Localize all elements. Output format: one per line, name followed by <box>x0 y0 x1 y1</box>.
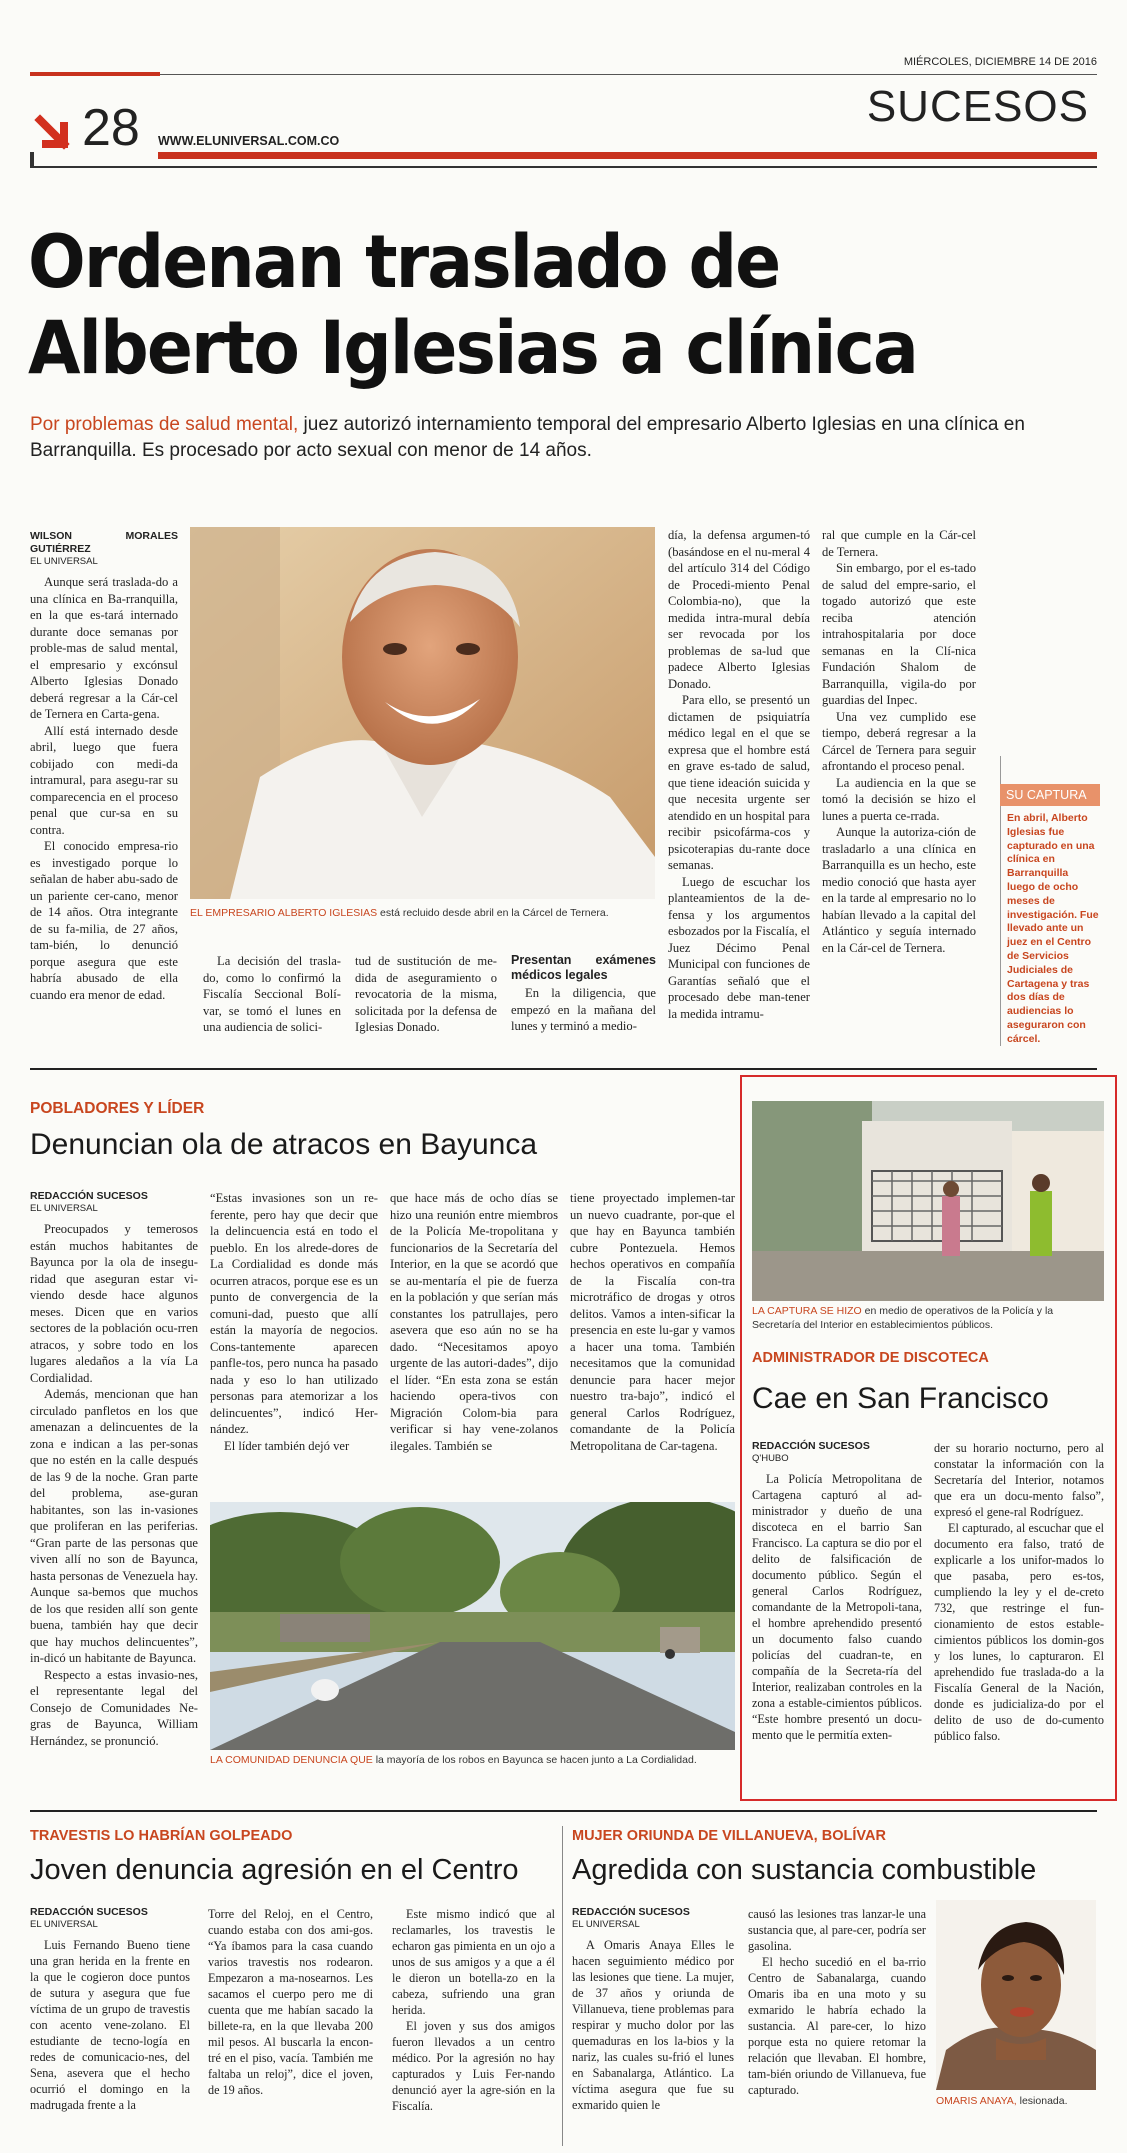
main-col1-p1: Aunque será traslada-do a una clínica en Ba-rranquilla, en la que es-tará internado durante doce semanas por proble-mas de salud mental, el empresario y excónsul Alberto Iglesias Donado deberá regresar a la Cár-cel de Ternera en Carta-gena. <box>30 575 178 721</box>
main-col1-p2: Allí está internado desde abril, luego que fuera cobijado con medi-da intramural, para asegu-rar su comparecencia en el proceso penal que cur-sa en su contra. <box>30 723 178 837</box>
top-rule-left <box>30 72 160 76</box>
sidebar-text: En abril, Alberto Iglesias fue capturado en una clínica en Barranquilla luego de ocho meses de investigación. Fue llevado ante un juez en el Centro de Servicios Judiciales de Cartagena y tras dos días de audiencias lo aseguraron con cárcel. <box>1007 812 1099 1045</box>
bayunca-col1-p3: Respecto a estas invasio-nes, el representante legal del Consejo de Comunidades Ne-gras de Bayunca, William Hernández, se pronunció. <box>30 1667 198 1748</box>
main-col4-p1: En la diligencia, que empezó en la mañana del lunes y terminó a medio- <box>511 986 656 1033</box>
bayunca-kicker: POBLADORES Y LÍDER <box>30 1100 205 1117</box>
main-col6-p3: Una vez cumplido ese tiempo, deberá regresar a la Cárcel de Ternera para seguir afrontando el proceso penal. <box>822 709 976 773</box>
villanueva-caption <box>936 2094 1096 2108</box>
travestis-col2-p1: Torre del Reloj, en el Centro, cuando estaba con dos ami-gos. “Ya íbamos para la casa cuando varios travestis nos rodearon. Empezaron a ma-nosearnos. Les sacamos el cuerpo pero me di cuenta que me habían sacado la billete-ra, en la que llevaba 200 mil pesos. Al buscarla la encon-tré en el piso, vacía. También me faltaba un reloj”, dice el joven, de 19 años. <box>208 1907 373 2097</box>
discoteca-photo <box>752 1101 1104 1301</box>
main-dek-rest: juez autorizó internamiento temporal del empresario Alberto Iglesias en una clínica en Barranquilla. Es procesado por acto sexual con menor de 14 años. <box>30 414 1025 461</box>
villanueva-caption-lead: OMARIS ANAYA, <box>936 2095 1017 2107</box>
bayunca-publication: EL UNIVERSAL <box>30 1203 98 1214</box>
villanueva-caption-rest: lesionada. <box>1016 2095 1068 2107</box>
main-photo-caption-rest: está recluido desde abril en la Cárcel de Ternera. <box>377 907 609 919</box>
discoteca-publication: Q'HUBO <box>752 1453 789 1464</box>
section-divider-1 <box>30 1068 1097 1070</box>
main-col6-p2: Sin embargo, por el es-tado de salud del empre-sario, el togado autorizó que este reciba atención intrahospitalaria por doce semanas en la Clí-nica Fundación Shalom de Barranquilla, vigila-do por guardias del Inpec. <box>822 561 976 707</box>
main-col-1 <box>30 530 178 1003</box>
header-red-rule <box>158 152 1097 159</box>
discoteca-caption <box>752 1304 1104 1332</box>
main-byline: WILSON MORALES GUTIÉRREZ <box>30 530 178 555</box>
site-url[interactable]: WWW.ELUNIVERSAL.COM.CO <box>158 134 340 148</box>
main-dek-lead: Por problemas de salud mental, <box>30 414 299 435</box>
bayunca-caption-lead: LA COMUNIDAD DENUNCIA QUE <box>210 1754 373 1766</box>
main-headline-line2: Alberto Iglesias a clínica <box>28 306 917 391</box>
page-number: 28 <box>82 99 140 157</box>
bayunca-col4-p1: tiene proyectado implemen-tar un nuevo cuadrante, por-que el que hay en Bayunca también cubre Pontezuela. Hemos hechos operativos en compañía de la Fiscalía con-tra microtráfico de drogas y otros delitos. Vamos a inten-sificar la presencia en este lu-gar y vamos a hacer una toma. También necesitamos que la comunidad denuncie para hacer mejor nuestro tra-bajo”, indicó el general Carlos Rodríguez, comandante de la Policía Metropolitana de Car-tagena. <box>570 1191 735 1453</box>
main-dek <box>30 412 1090 464</box>
main-headline <box>28 220 917 392</box>
header-base-rule <box>30 166 1097 168</box>
bayunca-byline: REDACCIÓN SUCESOS <box>30 1190 148 1202</box>
travestis-col-2 <box>208 1906 373 2098</box>
discoteca-col-2 <box>934 1440 1104 1744</box>
travestis-col3-p1: Este mismo indicó que al reclamarles, los travestis le echaron gas pimienta en un ojo a unos de sus amigos y a que a él le dieron un botella-zo en la cabeza, sufriendo una gran herida. <box>392 1907 555 2017</box>
main-headline-line1: Ordenan traslado de <box>28 220 780 305</box>
main-col-2 <box>203 953 341 1036</box>
main-col4-subhead: Presentan exámenes médicos legales <box>511 953 656 982</box>
discoteca-col2-p1: der su horario nocturno, pero al constatar la información con la Secretaría del Interior, notamos que era un docu-mento falso”, expresó el gene-ral Rodríguez. <box>934 1441 1104 1519</box>
main-col-5 <box>668 527 810 1022</box>
down-right-arrow-icon <box>34 114 76 156</box>
villanueva-col1-p1: A Omaris Anaya Elles le hacen seguimiento médico por las lesiones que tiene. La mujer, de 37 años y oriunda de Villanueva, tiene problemas para respirar y mucho dolor por las quemaduras en los la-bios y la nariz, las cuales su-frió el lunes en Sabanalarga, Atlántico. La víctima asegura que fue su exmarido quien le <box>572 1938 734 2112</box>
bayunca-headline: Denuncian ola de atracos en Bayunca <box>30 1128 538 1161</box>
discoteca-headline: Cae en San Francisco <box>752 1382 1049 1415</box>
bayunca-col2-p1: “Estas invasiones son un re-ferente, pero hay que decir que la delincuencia está en todo el pueblo. En los alrede-dores de La Cordialidad es donde más ocurren atracos, porque ese es un punto de convergencia de la comuni-dad, puesto que allí están la mayoría de negocios. Cons-tantemente aparecen panfle-tos, pero nunca ha pasado nada y eso lo han utilizado personas para atemorizar a los delincuentes”, indicó Her-nández. <box>210 1191 378 1436</box>
travestis-col3-p2: El joven y sus dos amigos fueron llevados a un centro médico. Por la agresión no hay capturados y Luis Fer-nando denunció ayer la agre-sión en la Fiscalía. <box>392 2019 555 2113</box>
top-rule-right <box>160 74 1097 75</box>
travestis-byline: REDACCIÓN SUCESOS <box>30 1906 148 1918</box>
main-col6-p1: ral que cumple en la Cár-cel de Ternera. <box>822 528 976 559</box>
bayunca-col-2 <box>210 1190 378 1454</box>
main-col5-p3: Luego de escuchar los planteamientos de la de-fensa y los argumentos esbozados por la Fiscalía, el Juez Décimo Penal Municipal con funciones de Garantías señaló que el procesado debe man-tener la medida intramu- <box>668 874 810 1021</box>
travestis-col1-p1: Luis Fernando Bueno tiene una gran herida en la frente en la que le cogieron doce puntos de sutura y asegura que fue víctima de un grupo de travestis con acento vene-zolano. El estudiante de tecno-logía en redes de comunicacio-nes, del Sena, asevera que el hecho ocurrió el domingo en la madrugada frente a la <box>30 1938 190 2112</box>
bayunca-col-1 <box>30 1190 198 1749</box>
travestis-publication: EL UNIVERSAL <box>30 1919 98 1930</box>
sidebar-title: SU CAPTURA <box>1000 784 1100 806</box>
villanueva-col2-p1: causó las lesiones tras lanzar-le una sustancia que, al pare-cer, podría ser gasolina. <box>748 1907 926 1953</box>
main-photo-caption-lead: EL EMPRESARIO ALBERTO IGLESIAS <box>190 907 378 919</box>
villanueva-col-2 <box>748 1906 926 2098</box>
column-divider-bottom <box>562 1826 563 2146</box>
bayunca-col2-p2: El líder también dejó ver <box>224 1438 350 1453</box>
section-name: SUCESOS <box>866 82 1089 131</box>
discoteca-col2-p2: El capturado, al escuchar que el documento era falso, trató de explicarle a los unifor-mados lo que pasaba, pero es-tos, cumpliendo la ley y el de-creto 732, que restringe el fun-cionamiento de estos estable-cimientos públicos los domin-gos y los lunes, lo capturaron. El aprehendido fue traslada-do a la Fiscalía General de la Nación, donde es judicializa-do por el delito de uso de do-cumento público falso. <box>934 1521 1104 1743</box>
main-col2-p1: La decisión del trasla-do, como lo confirmó la Fiscalía Seccional Bolí-var, se tomó el lunes en una audiencia de solici- <box>203 954 341 1034</box>
main-col-3 <box>355 953 497 1036</box>
bayunca-col-3 <box>390 1190 558 1454</box>
travestis-headline: Joven denuncia agresión en el Centro <box>30 1854 519 1886</box>
villanueva-byline: REDACCIÓN SUCESOS <box>572 1906 690 1918</box>
villanueva-col-1 <box>572 1906 734 2113</box>
villanueva-kicker: MUJER ORIUNDA DE VILLANUEVA, BOLÍVAR <box>572 1828 886 1844</box>
villanueva-publication: EL UNIVERSAL <box>572 1919 640 1930</box>
travestis-col-1 <box>30 1906 190 2113</box>
main-col1-p3: El conocido empresa-rio es investigado porque lo señalan de haber abu-sado de un pariente cer-cano, menor de 14 años. Otra integrante de su fa-milia, de 27 años, tam-bién, lo denunció porque asegura que este habría abusado de ella cuando era menor de edad. <box>30 839 178 1002</box>
bayunca-caption-rest: la mayoría de los robos en Bayunca se hacen junto a La Cordialidad. <box>372 1754 697 1766</box>
bayunca-road-photo <box>210 1502 735 1750</box>
bayunca-col-4 <box>570 1190 735 1454</box>
discoteca-col-1 <box>752 1440 922 1743</box>
header-date: MIÉRCOLES, DICIEMBRE 14 DE 2016 <box>903 56 1097 68</box>
bayunca-col1-p1: Preocupados y temerosos están muchos habitantes de Bayunca por la ola de insegu-ridad que aseguran estar vi-viendo desde hace algunos meses. Dicen que en varios sectores de la población ocu-rren atracos, y sobre todo en los lugares aledaños a la vía La Cordialidad. <box>30 1222 198 1385</box>
main-photo-caption <box>190 906 660 920</box>
section-divider-2 <box>30 1810 1097 1812</box>
discoteca-caption-lead: LA CAPTURA SE HIZO <box>752 1305 862 1317</box>
discoteca-caption-rest: en medio de operativos de la Policía y la Secretaría del Interior en establecimientos públicos. <box>752 1305 1054 1331</box>
main-col5-p2: Para ello, se presentó un dictamen de psiquiatría médico legal en el que se expresa que el hombre está en grave es-tado de salud, que tiene ideación suicida y que necesita urgente ser atendido en un hospital para recibir psicofárma-cos y psicoterapias du-rante doce semanas. <box>668 693 810 872</box>
bayunca-caption <box>210 1753 740 1767</box>
main-col5-p1: día, la defensa argumen-tó (basándose en el nu-meral 4 del artículo 314 del Código de Procedi-miento Penal Colombia-no), que la medida intra-mural debía ser revocada por los problemas de sa-lud que padece Alberto Iglesias Donado. <box>668 528 810 691</box>
discoteca-col1-p1: La Policía Metropolitana de Cartagena capturó al ad-ministrador y dueño de una discoteca en el barrio San Francisco. La captura se dio por el delito de falsificación de documento público. Según el general Carlos Rodríguez, comandante de la Metropoli-tana, el hombre aprehendido presentó un documento falso cuando policías del cuadran-te, en compañía de la Secreta-ría del Interior, realizaban controles en la zona a estable-cimientos públicos. “Este hombre presentó un docu-mento que le permitía exten- <box>752 1472 922 1742</box>
villanueva-col2-p2: El hecho sucedió en el ba-rrio Centro de Sabanalarga, cuando Omaris iba en una moto y su exmarido le habría echado la sustancia. Al pare-cer, lo hizo porque esta no quiere retomar la relación que llevaban. El hombre, tam-bién oriundo de Villanueva, fue capturado. <box>748 1955 926 2097</box>
travestis-kicker: TRAVESTIS LO HABRÍAN GOLPEADO <box>30 1828 293 1844</box>
alberto-iglesias-photo <box>190 527 655 899</box>
main-col6-p4: La audiencia en la que se tomó la decisión se hizo el lunes a puerta ce-rrada. <box>822 775 976 823</box>
villanueva-headline: Agredida con sustancia combustible <box>572 1854 1037 1886</box>
main-col-4 <box>511 953 656 1035</box>
discoteca-kicker: ADMINISTRADOR DE DISCOTECA <box>752 1350 989 1366</box>
bayunca-col3-p1: que hace más de ocho días se hizo una reunión entre miembros de la Policía Me-tropolitana y funcionarios de la Secretaría del Interior, en la que se acordó que se au-mentaría el pie de fuerza en la población y que serían más constantes los patrullajes, pero asevera que eso aún no se ha dado. “Necesitamos apoyo urgente de las autori-dades”, dijo el líder. “En esta zona se están haciendo opera-tivos con Migración Colom-bia para verificar si hay vene-zolanos ilegales. También se <box>390 1191 558 1453</box>
header-left-rule <box>30 152 34 166</box>
bayunca-col1-p2: Además, mencionan que han circulado panfletos en los que amenazan a delincuentes de la zona e indican a las per-sonas que no estén en la calle después de las 9 de la noche. Gran parte del problema, ase-guran habitantes, son las in-vasiones que proliferan en las periferias. “Gran parte de las personas que viven allí no son de Bayunca, hasta personas de Venezuela hay. Aunque sa-bemos que muchos de los que residen allí son gente buena, también hay que decir que hay muchos delincuentes”, in-dicó un habitante de Bayunca. <box>30 1387 198 1665</box>
main-col3-p1: tud de sustitución de me-dida de aseguramiento o revocatoria de la misma, solicitada por la defensa de Iglesias Donado. <box>355 954 497 1034</box>
travestis-col-3 <box>392 1906 555 2114</box>
discoteca-byline: REDACCIÓN SUCESOS <box>752 1440 870 1452</box>
main-col6-p5: Aunque la autoriza-ción de trasladarlo a una clínica en Barranquilla es un hecho, este medio conoció que hasta ayer en la tarde al empresario no lo habían llevado a la capital del Atlántico y seguía internado en la Cár-cel de Ternera. <box>822 825 976 955</box>
omaris-anaya-photo <box>936 1900 1096 2090</box>
main-publication: EL UNIVERSAL <box>30 556 98 567</box>
main-col-6 <box>822 527 976 956</box>
